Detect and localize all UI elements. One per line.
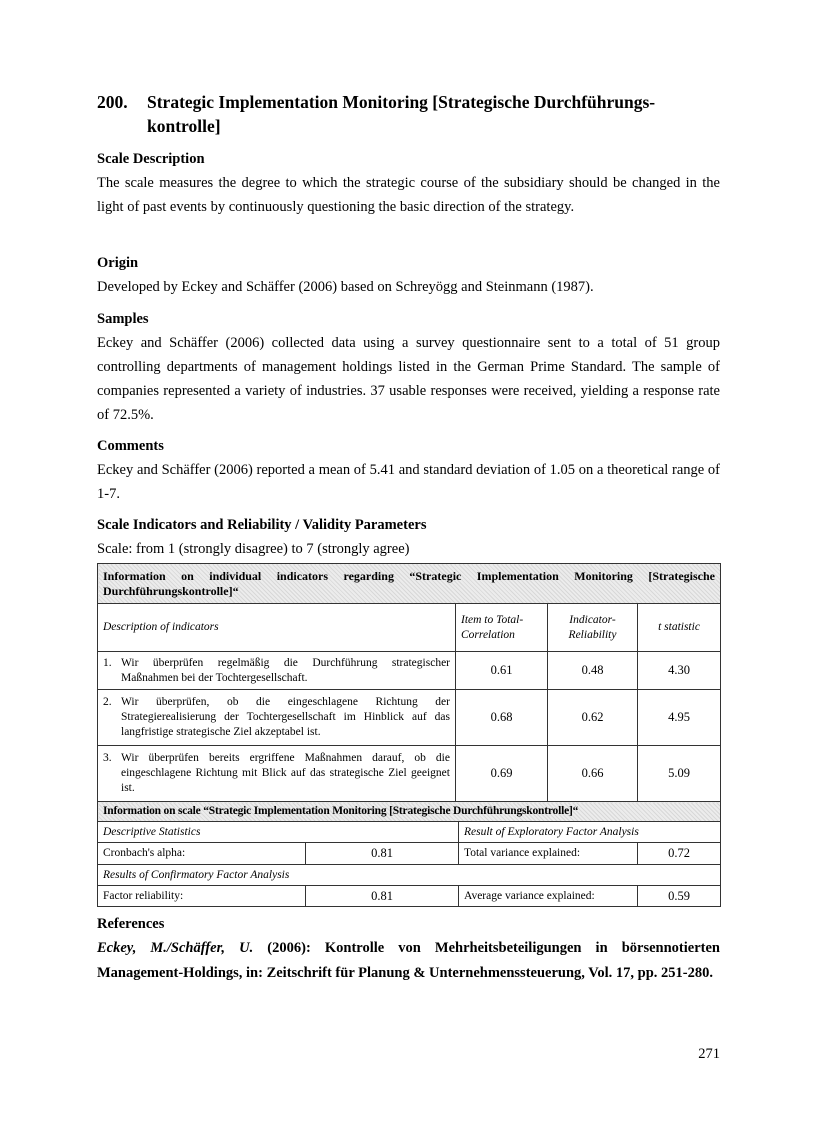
reference-text: (2006): Kontrolle von Mehrheitsbeteiligungen in börsennotierten Management-Holdings, in: Zeitschrift für Planung & Unternehmenssteuerung, Vol. 17, pp. 251-280. [97,940,720,981]
section-heading: Scale Description [97,151,205,167]
section-heading: Origin [97,255,139,271]
item-number: 3. [103,752,112,764]
indicator-reliability: 0.48 [548,652,638,690]
t-statistic: 4.95 [638,690,721,746]
comments-section [97,434,720,506]
column-header: t statistic [638,604,721,652]
section-text: Eckey and Schäffer (2006) collected data using a survey questionnaire sent to a total of 51 group controlling departments of management holdings listed in the German Prime Standard. The sample of companies represented a variety of industries. 37 usable responses were received, yielding a response rate of 72.5%. [97,335,720,423]
indicator-table [97,563,720,907]
scale-range: Scale: from 1 (strongly disagree) to 7 (strongly agree) [97,541,410,557]
section-text: Eckey and Schäffer (2006) reported a mean of 5.41 and standard deviation of 1.05 on a theoretical range of 1-7. [97,462,720,502]
item-number: 2. [103,696,112,708]
factor-reliability-label: Factor reliability: [98,886,306,907]
references-section [97,912,720,985]
item-total-correlation: 0.61 [456,652,548,690]
item-total-correlation: 0.69 [456,746,548,802]
title-line-2: kontrolle] [147,116,221,136]
section-number: 200. [97,92,128,112]
total-variance-value: 0.72 [638,843,721,865]
t-statistic: 4.30 [638,652,721,690]
item-number: 1. [103,656,112,669]
table-row [98,746,721,802]
column-header: Item to Total-Correlation [456,604,548,652]
total-variance-label: Total variance explained: [459,843,638,865]
indicators-section [97,513,720,561]
section-heading: Comments [97,438,164,454]
ave-label: Average variance explained: [459,886,638,907]
descriptive-statistics-label: Descriptive Statistics [98,822,459,843]
cronbach-alpha-value: 0.81 [306,843,459,865]
factor-reliability-value: 0.81 [306,886,459,907]
section-text: Developed by Eckey and Schäffer (2006) based on Schreyögg and Steinmann (1987). [97,279,594,295]
section-heading: Scale Indicators and Reliability / Validity Parameters [97,517,427,533]
efa-label: Result of Exploratory Factor Analysis [459,822,721,843]
cfa-label: Results of Confirmatory Factor Analysis [98,865,721,886]
scale-description-section [97,147,720,219]
indicator-reliability: 0.66 [548,746,638,802]
section-heading: Samples [97,311,149,327]
origin-section [97,251,720,299]
item-text: Wir überprüfen bereits ergriffene Maßnahmen darauf, ob die eingeschlagene Richtung mit Blick auf das strategische Ziel geeignet ist. [121,752,450,794]
item-text: Wir überprüfen regelmäßig die Durchführung strategischer Maßnahmen bei der Tochtergesellschaft. [121,656,450,684]
table-title: Information on individual indicators regarding “Strategic Implementation Monitoring [Strategische Durchführungskontrolle]“ [98,564,721,604]
samples-section [97,307,720,427]
section-heading: References [97,916,165,932]
page-number: 271 [698,1046,720,1062]
t-statistic: 5.09 [638,746,721,802]
ave-value: 0.59 [638,886,721,907]
cronbach-alpha-label: Cronbach's alpha: [98,843,306,865]
item-text: Wir überprüfen, ob die eingeschlagene Richtung der Strategierealisierung der Tochtergesellschaft im Hinblick auf das langfristige strategische Ziel akzeptabel ist. [121,696,450,738]
indicator-reliability: 0.62 [548,690,638,746]
section-text: The scale measures the degree to which the strategic course of the subsidiary should be changed in the light of past events by continuously questioning the basic direction of the strategy. [97,175,720,215]
title-line-1: Strategic Implementation Monitoring [Strategische Durchführungs- [147,92,656,112]
table-row [98,690,721,746]
reference-entry [97,936,720,985]
table-row [98,652,721,690]
page-title [97,90,720,138]
reference-authors: Eckey, M./Schäffer, U. [97,940,254,956]
scale-info-title: Information on scale “Strategic Implementation Monitoring [Strategische Durchführungskontrolle]“ [98,802,721,822]
item-total-correlation: 0.68 [456,690,548,746]
column-header: Description of indicators [98,604,456,652]
column-header: Indicator-Reliability [548,604,638,652]
